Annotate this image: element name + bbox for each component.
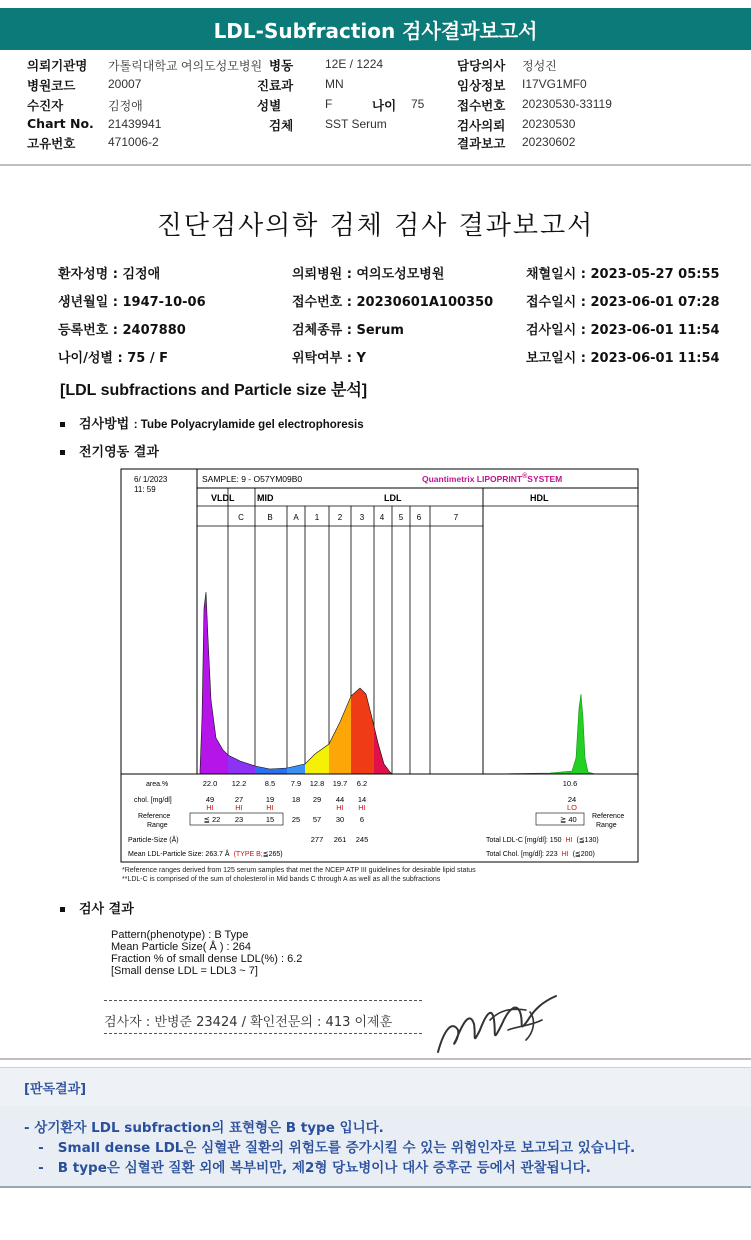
info-cell: 채혈일시 : 2023-05-27 05:55: [526, 267, 720, 282]
interpretation-line: - 상기환자 LDL subfraction의 표현형은 B type 입니다.: [24, 1120, 384, 1136]
chart-brand-sup: ®: [522, 473, 528, 480]
group-hdl: HDL: [530, 493, 549, 503]
header-value: 20230602: [522, 135, 576, 149]
method-label: 검사방법: [79, 417, 130, 432]
area-value: 8.5: [264, 779, 276, 788]
result-details: [111, 929, 302, 977]
ref-label-2: Range: [147, 822, 168, 829]
header-key: 의뢰기관명: [27, 58, 88, 73]
band-label: C: [238, 513, 244, 522]
chart-brand-name: Quantimetrix LIPOPRINT: [422, 474, 523, 484]
bullet-icon: [60, 907, 65, 912]
hi-flag: HI: [206, 803, 214, 812]
ref-value: 15: [265, 815, 275, 824]
total-chol-value: Total Chol. [mg/dl]: 223: [486, 851, 558, 858]
electrophoresis-chart: [120, 468, 640, 864]
chol-value: 27: [234, 795, 244, 804]
ref-value: 6: [359, 815, 365, 824]
total-chol-flag: HI: [561, 851, 569, 858]
band-label: 7: [453, 513, 459, 522]
result-detail-line: [Small dense LDL = LDL3 ~ 7]: [111, 965, 258, 977]
header-value: 김정애: [108, 99, 143, 113]
dash-divider: [104, 1033, 422, 1034]
band-label: 5: [398, 513, 404, 522]
band-label: 1: [314, 513, 320, 522]
method-value: : Tube Polyacrylamide gel electrophoresis: [133, 419, 364, 431]
header-value: 471006-2: [108, 135, 159, 149]
header-key: 임상정보: [457, 78, 506, 93]
ref-value: 30: [335, 815, 345, 824]
header-key: 담당의사: [457, 58, 506, 73]
band-label: A: [293, 513, 299, 522]
divider: [0, 164, 751, 166]
header-key: 병동: [269, 58, 294, 73]
header-value: 20230530: [522, 117, 576, 131]
band-label: 6: [416, 513, 422, 522]
band-label: 4: [379, 513, 385, 522]
hi-flag: HI: [266, 803, 274, 812]
ref-label-1: Reference: [138, 813, 171, 820]
dash-divider: [104, 1000, 422, 1001]
footnote: *Reference ranges derived from 125 serum samples that met the NCEP ATP III guidelines for desirable lipid status: [122, 867, 476, 874]
total-ldl: [486, 837, 599, 844]
chol-value: 49: [205, 795, 215, 804]
info-cell: 접수번호 : 20230601A100350: [292, 295, 494, 310]
section-title: [LDL subfractions and Particle size 분석]: [60, 382, 368, 399]
header-key: 검사의뢰: [457, 118, 506, 133]
interpretation-body: [0, 1106, 751, 1188]
total-ldl-ref: (≦130): [576, 837, 599, 844]
hdl-flag: LO: [566, 803, 578, 812]
result-detail-line: Mean Particle Size( Å ) : 264: [111, 941, 252, 953]
header-value: MN: [325, 77, 344, 91]
ref-value: 57: [312, 815, 322, 824]
header-key: 성별: [257, 98, 282, 113]
header-key: 고유번호: [27, 136, 76, 151]
result-detail-line: Pattern(phenotype) : B Type: [111, 929, 249, 941]
band-label: B: [267, 513, 273, 522]
hi-flag: HI: [358, 803, 366, 812]
chart-time: 11: 59: [134, 485, 156, 494]
header-key: 수진자: [27, 98, 64, 113]
interpretation-header: [0, 1067, 751, 1107]
interpretation-line: - B type은 심혈관 질환 외에 복부비만, 제2형 당뇨병이나 대사 증후군 등에서 관찰됩니다.: [24, 1160, 591, 1176]
particle-size-value: 245: [355, 835, 369, 844]
chol-value: 19: [265, 795, 275, 804]
interpretation-line: - Small dense LDL은 심혈관 질환의 위험도를 증가시킬 수 있는 위험인자로 보고되고 있습니다.: [24, 1140, 636, 1156]
row-area-label: area.%: [146, 781, 169, 788]
electro-line: [60, 441, 159, 460]
header-value: 21439941: [108, 117, 162, 131]
header-value: 정성진: [522, 59, 557, 73]
report-title: LDL-Subfraction 검사결과보고서: [213, 18, 538, 43]
chart-brand-sys: SYSTEM: [527, 474, 563, 484]
hi-flag: HI: [336, 803, 344, 812]
info-cell: 환자성명 : 김정애: [58, 267, 161, 282]
age-value: 75: [411, 97, 425, 111]
header-value: 12E / 1224: [325, 57, 384, 71]
row-chol-label: chol. [mg/dl]: [134, 797, 172, 804]
info-cell: 위탁여부 : Y: [292, 351, 366, 366]
info-cell: 접수일시 : 2023-06-01 07:28: [526, 295, 720, 310]
chart-frame: [121, 469, 638, 862]
header-key: 결과보고: [457, 136, 506, 151]
area-value: 22.0: [202, 779, 218, 788]
info-cell: 검체종류 : Serum: [292, 323, 404, 338]
result-line: [60, 898, 134, 917]
interpretation-title: [판독결과]: [24, 1082, 87, 1097]
header-value: F: [325, 97, 333, 111]
header-key: 검체: [269, 118, 294, 133]
info-cell: 나이/성별 : 75 / F: [58, 351, 169, 366]
report-main-title: 진단검사의학 검체 검사 결과보고서: [156, 211, 595, 241]
psize-label: Particle-Size (Å): [128, 837, 179, 844]
mean-label: [128, 849, 283, 858]
chart-footnotes: [122, 866, 476, 884]
header-key: Chart No.: [27, 116, 94, 131]
ref-value: ≦ 22: [203, 815, 221, 824]
info-cell: 검사일시 : 2023-06-01 11:54: [526, 323, 720, 338]
chart-sample: SAMPLE: 9 - O57YM09B0: [202, 474, 303, 484]
handwritten-signature: [430, 990, 570, 1060]
area-value: 7.9: [290, 779, 302, 788]
header-value: 가톨릭대학교 여의도성모병원: [108, 59, 263, 73]
mean-value: Mean LDL-Particle Size: 263.7 Å: [128, 851, 230, 858]
ref-value: 23: [234, 815, 244, 824]
header-key: 병원코드: [27, 78, 76, 93]
chol-value: 18: [291, 795, 301, 804]
band-label: 3: [359, 513, 365, 522]
ref-right-2: Range: [596, 822, 617, 829]
header-info: [27, 56, 727, 156]
mean-type: (TYPE B;: [233, 851, 263, 858]
header-key: 진료과: [257, 78, 294, 93]
area-hdl: 10.6: [562, 779, 578, 788]
age-label: 나이: [372, 98, 397, 113]
total-ldl-value: Total LDL-C [mg/dl]: 150: [486, 837, 562, 844]
total-ldl-flag: HI: [565, 837, 573, 844]
ref-hdl: ≧ 40: [560, 815, 577, 824]
ref-right-1: Reference: [592, 813, 625, 820]
particle-size-value: 261: [333, 835, 347, 844]
hi-flag: HI: [235, 803, 243, 812]
total-chol: [486, 851, 595, 858]
mean-ref: ≦265): [262, 851, 283, 858]
chart-brand: [422, 472, 562, 484]
ref-value: 25: [291, 815, 301, 824]
bullet-icon: [60, 422, 65, 427]
chol-value: 14: [357, 795, 367, 804]
total-chol-ref: (≦200): [572, 851, 595, 858]
group-vldl: VLDL: [211, 493, 235, 503]
area-value: 12.2: [231, 779, 247, 788]
report-title-bar: [0, 8, 751, 50]
header-key: 접수번호: [457, 98, 506, 113]
info-cell: 생년월일 : 1947-10-06: [58, 295, 206, 310]
method-line: [60, 413, 364, 432]
result-label: 검사 결과: [79, 902, 134, 917]
area-value: 12.8: [309, 779, 325, 788]
header-value: 20007: [108, 77, 142, 91]
divider: [0, 1058, 751, 1060]
bullet-icon: [60, 450, 65, 455]
result-detail-line: Fraction % of small dense LDL(%) : 6.2: [111, 953, 303, 965]
area-value: 6.2: [356, 779, 368, 788]
chol-hdl: 24: [567, 795, 577, 804]
header-value: 20230530-33119: [522, 97, 612, 111]
electro-label: 전기영동 결과: [79, 445, 159, 460]
header-value: SST Serum: [325, 117, 387, 131]
band-label: 2: [337, 513, 343, 522]
group-mid: MID: [257, 493, 274, 503]
chol-value: 29: [312, 795, 322, 804]
footnote: **LDL-C is comprised of the sum of cholesterol in Mid bands C through A as well as all the subfractions: [122, 876, 441, 883]
info-cell: 등록번호 : 2407880: [58, 323, 186, 338]
info-cell: 보고일시 : 2023-06-01 11:54: [526, 351, 720, 366]
chart-date: 6/ 1/2023: [134, 475, 168, 484]
group-ldl: LDL: [384, 493, 402, 503]
header-value: I17VG1MF0: [522, 77, 587, 91]
area-value: 19.7: [332, 779, 348, 788]
signature-line: 검사자 : 반병준 23424 / 확인전문의 : 413 이제훈: [104, 1015, 393, 1030]
chol-value: 44: [335, 795, 345, 804]
info-cell: 의뢰병원 : 여의도성모병원: [292, 267, 445, 282]
particle-size-value: 277: [310, 835, 324, 844]
